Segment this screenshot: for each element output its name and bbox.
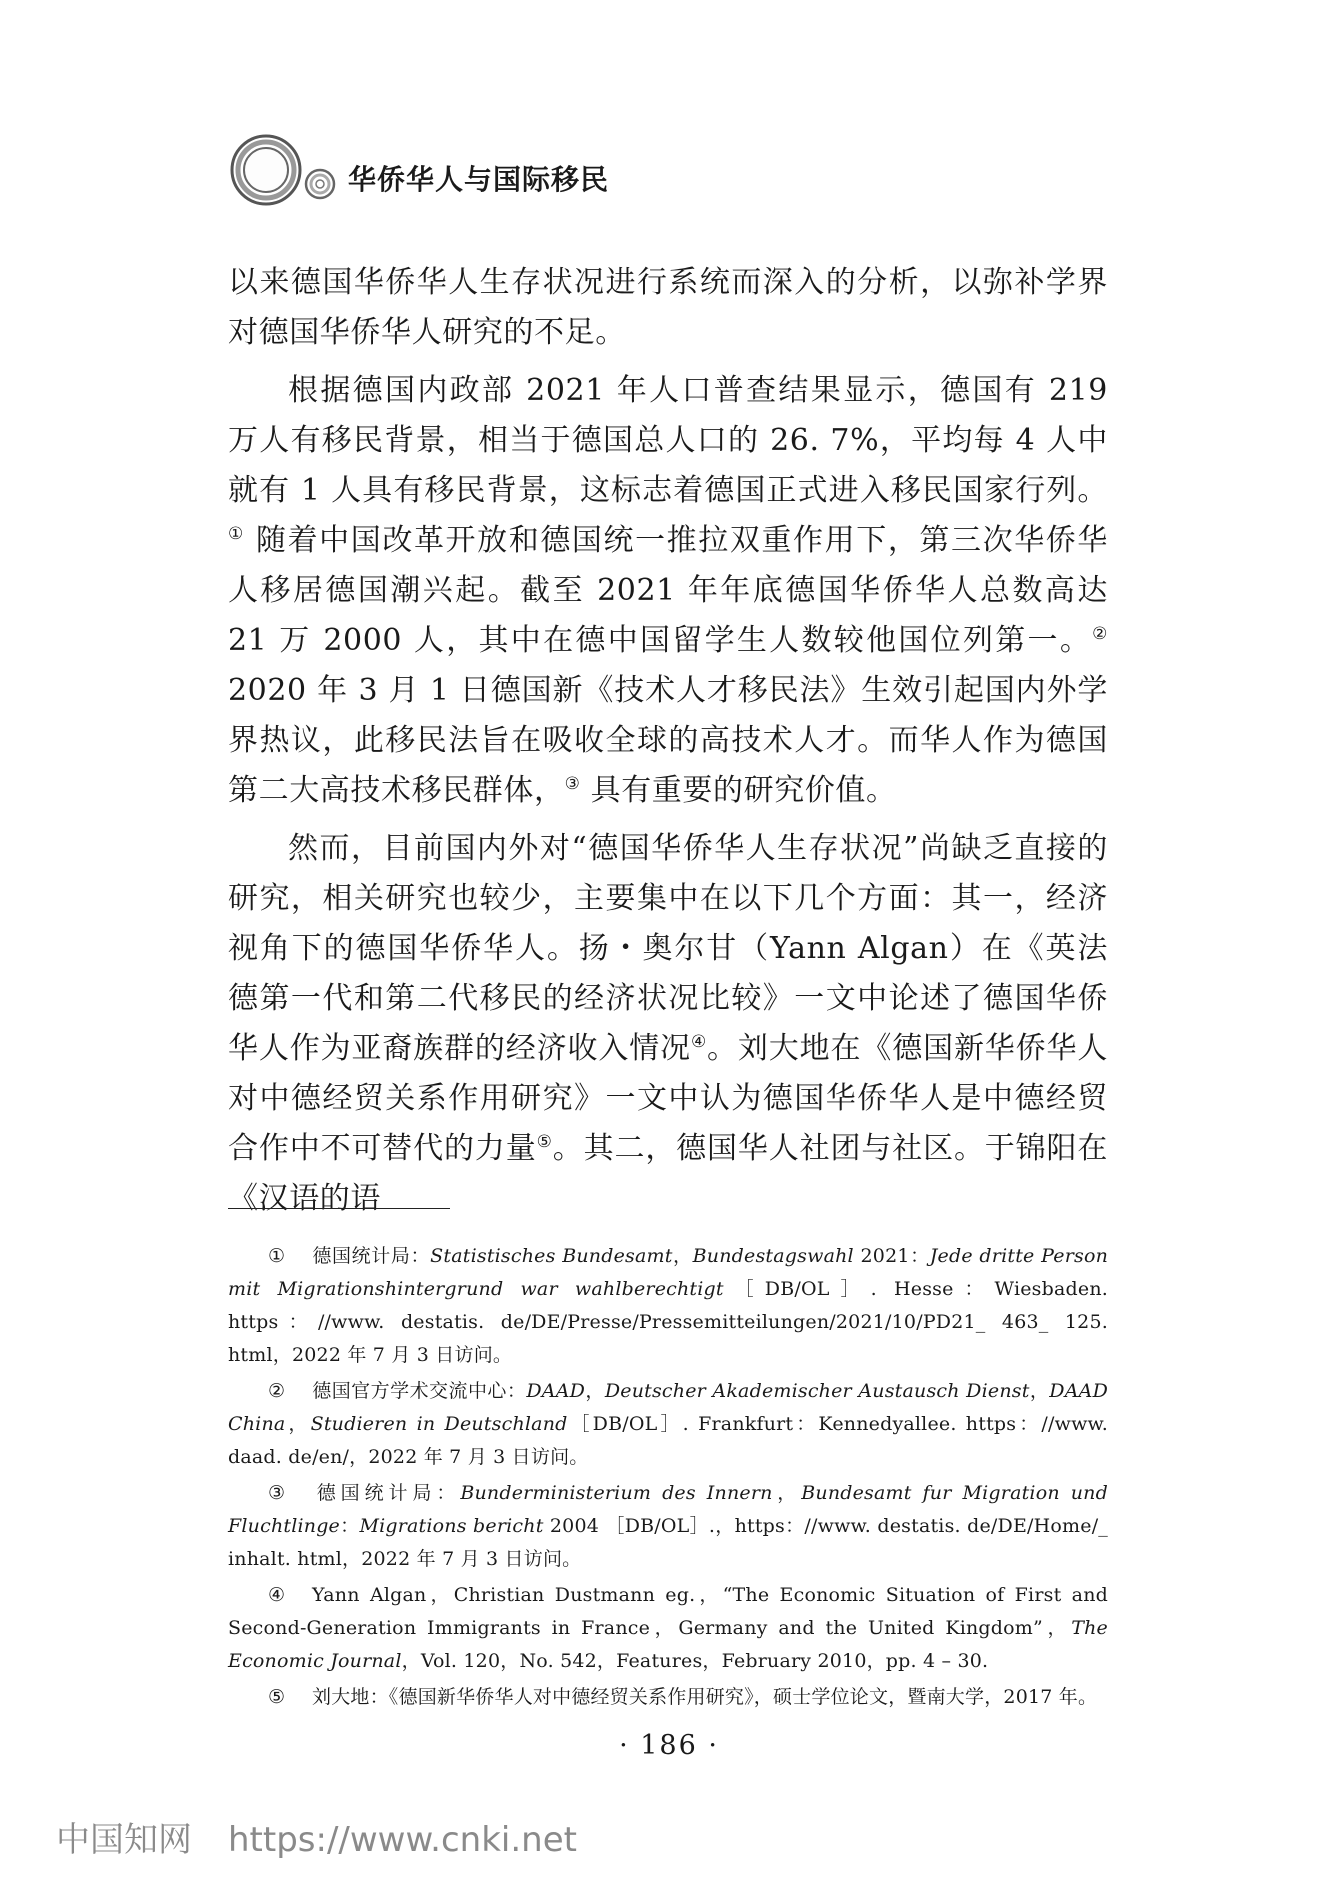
main-body <box>228 258 1108 1224</box>
running-header <box>226 128 926 218</box>
footnote-1: ① 德国统计局：Statistisches Bundesamt，Bundestagswahl 2021：Jede dritte Person mit Migrationshintergrund war wahlberechtigt［DB/OL］. Hesse：Wiesbaden. https：//www. destatis. de/DE/Presse/Pressemitteilungen/2021/10/PD21_ 463_ 125. html，2022 年 7 月 3 日访问。 <box>228 1245 1109 1366</box>
page-number: · 186 · <box>619 1730 719 1761</box>
footnote-4: ④ Yann Algan，Christian Dustmann eg.，“The Economic Situation of First and Second-Generation Immigrants in France，Germany and the United Kingdom”，The Economic Journal，Vol. 120，No. 542，Features，February 2010，pp. 4 – 30. <box>228 1584 1108 1672</box>
footnotes <box>228 1240 1108 1717</box>
footnote-ref-3[interactable]: ③ <box>564 774 581 794</box>
watermark-brand: 中国知网 <box>56 1820 192 1860</box>
footnote-ref-2[interactable]: ② <box>1092 624 1108 644</box>
footnote-ref-4[interactable]: ④ <box>690 1032 708 1052</box>
ring-logo-icon <box>226 128 356 218</box>
footnote-ref-1[interactable]: ① <box>228 524 245 544</box>
footnote-ref-5[interactable]: ⑤ <box>536 1132 553 1152</box>
footnote-divider <box>228 1208 450 1209</box>
paragraph-2: 根据德国内政部 2021 年人口普查结果显示，德国有 219 万人有移民背景，相当于德国总人口的 26. 7%，平均每 4 人中就有 1 人具有移民背景，这标志着德国正式进入移民国家行列。① 随着中国改革开放和德国统一推拉双重作用下，第三次华侨华人移居德国潮兴起。截至 2021 年年底德国华侨华人总数高达 21 万 2000 人，其中在德中国留学生人数较他国位列第一。② 2020 年 3 月 1 日德国新《技术人才移民法》生效引起国内外学界热议，此移民法旨在吸收全球的高技术人才。而华人作为德国第二大高技术移民群体，③ 具有重要的研究价值。 <box>228 373 1108 808</box>
header-title: 华侨华人与国际移民 <box>348 163 610 196</box>
paragraph-1: 以来德国华侨华人生存状况进行系统而深入的分析，以弥补学界对德国华侨华人研究的不足。 <box>228 265 1108 350</box>
footnote-2: ② 德国官方学术交流中心：DAAD，Deutscher Akademischer Austausch Dienst，DAAD China，Studieren in Deutschland［DB/OL］. Frankfurt：Kennedyallee. https：//www. daad. de/en/，2022 年 7 月 3 日访问。 <box>228 1380 1109 1468</box>
watermark-url[interactable]: https://www.cnki.net <box>228 1820 577 1860</box>
footnote-3: ③ 德国统计局：Bunderministerium des Innern，Bundesamt fur Migration und Fluchtlinge：Migrations bericht 2004 ［DB/OL］.，https：//www. destatis. de/DE/Home/_ inhalt. html，2022 年 7 月 3 日访问。 <box>228 1482 1109 1570</box>
footnote-5: ⑤ 刘大地：《德国新华侨华人对中德经贸关系作用研究》，硕士学位论文，暨南大学，2017 年。 <box>268 1686 1098 1708</box>
cnki-watermark <box>56 1812 577 1861</box>
paragraph-3: 然而，目前国内外对“德国华侨华人生存状况”尚缺乏直接的研究，相关研究也较少，主要集中在以下几个方面：其一，经济视角下的德国华侨华人。扬・奥尔甘（Yann Algan）在《英法德第一代和第二代移民的经济状况比较》一文中论述了德国华侨华人作为亚裔族群的经济收入情况④。刘大地在《德国新华侨华人对中德经贸关系作用研究》一文中认为德国华侨华人是中德经贸合作中不可替代的力量⑤。其二，德国华人社团与社区。于锦阳在《汉语的语 <box>228 831 1108 1216</box>
